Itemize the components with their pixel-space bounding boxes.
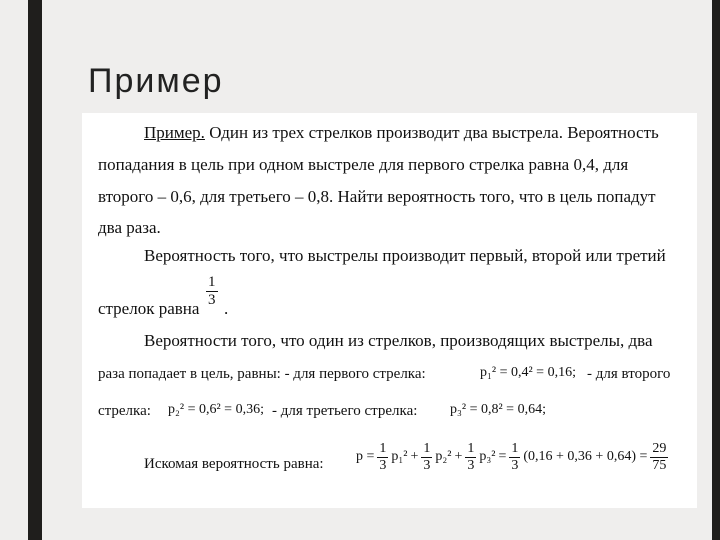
p3-line3: стрелка: — [98, 403, 151, 419]
p3-line2: раза попадает в цель, равны: - для первого стрелка: — [98, 366, 426, 382]
p4-line: Искомая вероятность равна: — [144, 456, 324, 472]
p4-result-den: 75 — [652, 457, 667, 473]
left-decor-bar — [28, 0, 42, 540]
p4-sum: (0,16 + 0,36 + 0,64) = — [523, 449, 648, 464]
p4-plus2: + — [454, 449, 463, 464]
p1-label: Пример. — [144, 123, 205, 142]
p4-p2: p₂² — [435, 449, 452, 464]
p4-frac2-num: 1 — [423, 440, 431, 456]
p4-frac4-den: 3 — [511, 457, 519, 473]
p3-formula-1: p₁² = 0,4² = 0,16; — [480, 365, 576, 380]
p1-line3: второго – 0,6, для третьего – 0,8. Найти вероятность того, что в цель попадут — [98, 187, 656, 206]
p2-fraction — [206, 275, 218, 308]
p1-line4: два раза. — [98, 218, 161, 237]
document-image — [82, 113, 697, 508]
p4-eq: = — [498, 449, 507, 464]
p4-frac2-den: 3 — [423, 457, 431, 473]
p2-line2: стрелок равна — [98, 299, 200, 318]
right-decor-bar — [712, 0, 720, 540]
p3-line2-end: - для второго — [587, 366, 671, 382]
p1-line1-text: Один из трех стрелков производит два выстрела. Вероятность — [204, 123, 659, 142]
p4-frac3-den: 3 — [467, 457, 475, 473]
p4-p1: p₁² — [391, 449, 408, 464]
p2-end: . — [224, 299, 229, 318]
p4-frac1-den: 3 — [379, 457, 387, 473]
slide-title: Пример — [88, 62, 224, 100]
p4-formula — [356, 435, 668, 479]
p4-result-num: 29 — [652, 440, 667, 456]
p1-line1 — [144, 123, 659, 143]
p4-frac3-num: 1 — [467, 440, 475, 456]
p2-line1: Вероятность того, что выстрелы производит первый, второй или третий — [144, 246, 666, 265]
p4-frac1-num: 1 — [379, 440, 387, 456]
p4-p-eq: p = — [356, 449, 375, 464]
p3-line3-mid: - для третьего стрелка: — [272, 403, 418, 419]
p1-line2: попадания в цель при одном выстреле для первого стрелка равна 0,4, для — [98, 155, 629, 174]
p4-p3: p₃² — [479, 449, 496, 464]
p4-frac4-num: 1 — [511, 440, 519, 456]
p3-line1: Вероятности того, что один из стрелков, производящих выстрелы, два — [144, 331, 653, 350]
p2-frac-den: 3 — [208, 292, 216, 308]
p3-formula-2: p₂² = 0,6² = 0,36; — [168, 402, 264, 417]
p4-plus1: + — [410, 449, 419, 464]
p3-formula-3: p₃² = 0,8² = 0,64; — [450, 402, 546, 417]
p2-frac-num: 1 — [208, 274, 216, 290]
